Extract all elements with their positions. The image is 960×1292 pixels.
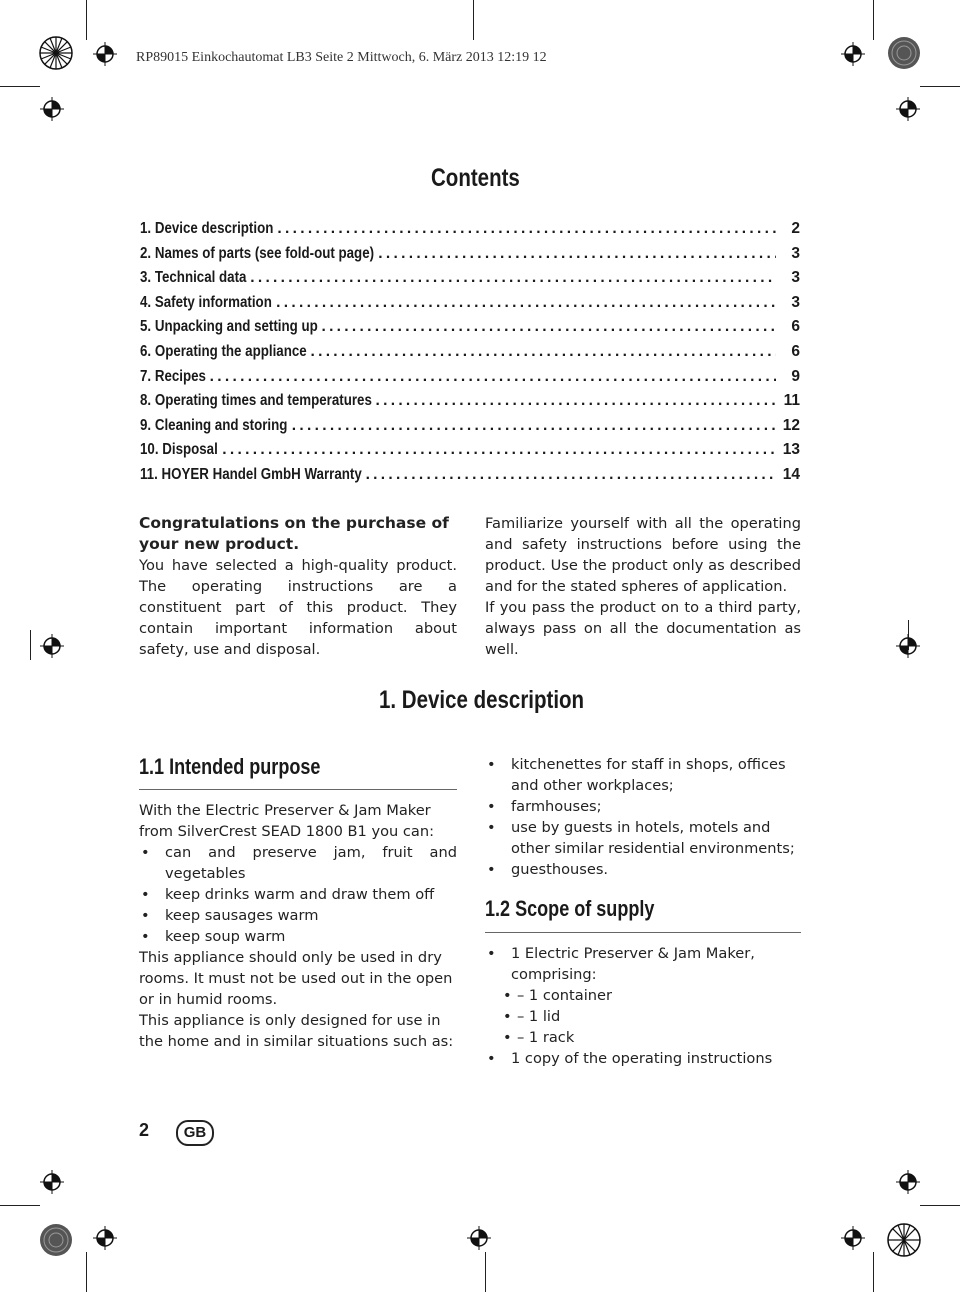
registration-mark-icon: [38, 35, 74, 71]
toc-entry-page: 3: [791, 269, 800, 287]
toc-entry-label: 11. HOYER Handel GmbH Warranty: [140, 465, 362, 483]
intro-heading: Congratulations on the purchase of your new product.: [139, 514, 449, 553]
list-item: • use by guests in hotels, motels and other similar residential environments;: [485, 817, 801, 859]
toc-leader-dots: [366, 466, 776, 484]
toc-entry[interactable]: [140, 343, 800, 368]
toc-entry-page: 2: [791, 220, 800, 237]
crosshair-target-icon: [93, 1226, 117, 1250]
contents-title: Contents: [431, 164, 520, 192]
toc-leader-dots: [378, 245, 776, 263]
toc-entry[interactable]: [140, 466, 800, 491]
intro-right: [485, 513, 801, 660]
crosshair-target-icon: [896, 1170, 920, 1194]
crosshair-target-icon: [841, 1226, 865, 1250]
scope-of-supply-list: [485, 943, 801, 1069]
registration-mark-icon: [38, 1222, 74, 1258]
list-item: • guesthouses.: [485, 859, 801, 880]
sub-list: [501, 985, 801, 1048]
crosshair-target-icon: [93, 42, 117, 66]
sub-list-item: • – 1 rack: [501, 1027, 801, 1048]
intended-purpose-body: [139, 800, 457, 1052]
sub-list-item: • – 1 container: [501, 985, 801, 1006]
language-badge: GB: [176, 1120, 214, 1146]
toc-entry[interactable]: [140, 294, 800, 319]
section-title-intended-purpose: 1.1 Intended purpose: [139, 754, 321, 779]
toc-entry-page: 14: [782, 465, 800, 483]
toc-entry-page: 3: [791, 244, 800, 262]
section-title-scope-of-supply: 1.2 Scope of supply: [485, 896, 655, 921]
toc-entry-page: 9: [791, 367, 800, 385]
section-rule: [485, 932, 801, 933]
usage-locations-list: [485, 754, 801, 880]
toc-entry[interactable]: [140, 220, 800, 245]
toc-entry[interactable]: [140, 269, 800, 294]
toc-entry[interactable]: [140, 318, 800, 343]
toc-entry-label: 7. Recipes: [140, 367, 206, 385]
toc-leader-dots: [321, 318, 776, 336]
toc-entry-label: 6. Operating the appliance: [140, 342, 307, 360]
toc-entry-page: 6: [791, 342, 800, 360]
crosshair-target-icon: [40, 97, 64, 121]
toc-entry-label: 5. Unpacking and setting up: [140, 318, 318, 336]
toc-entry-label: 4. Safety information: [140, 293, 272, 311]
list-item: • keep sausages warm: [139, 905, 457, 926]
toc-entry-page: 12: [782, 416, 800, 434]
supply-item: 1 Electric Preserver & Jam Maker, comprising:: [511, 945, 755, 983]
crosshair-target-icon: [896, 97, 920, 121]
section-rule: [139, 789, 457, 790]
table-of-contents: [140, 220, 800, 491]
sub-list-item: • – 1 lid: [501, 1006, 801, 1027]
toc-leader-dots: [276, 294, 776, 312]
toc-leader-dots: [310, 343, 776, 361]
toc-leader-dots: [222, 441, 776, 459]
toc-leader-dots: [292, 417, 776, 435]
toc-entry-label: 9. Cleaning and storing: [140, 416, 288, 434]
toc-leader-dots: [277, 220, 776, 238]
list-item: • 1 copy of the operating instructions: [485, 1048, 801, 1069]
toc-entry-label: 1. Device description: [140, 220, 274, 237]
list-item: [485, 943, 801, 1048]
toc-entry[interactable]: [140, 417, 800, 442]
intro-right-p1: Familiarize yourself with all the operating and safety instructions before using the product. Use the product only as described and for the stated spheres of application.: [485, 515, 801, 595]
toc-leader-dots: [250, 269, 776, 287]
registration-mark-icon: [886, 1222, 922, 1258]
usage-restriction: This appliance should only be used in dry rooms. It must not be used out in the open or in humid rooms.: [139, 949, 453, 1008]
page-number: 2: [139, 1120, 150, 1140]
toc-leader-dots: [375, 392, 776, 410]
list-item: • keep drinks warm and draw them off: [139, 884, 457, 905]
intro-text: You have selected a high-quality product. The operating instructions are a constituent part of this product. They contain important information about safety, use and disposal.: [139, 557, 457, 658]
toc-entry-label: 8. Operating times and temperatures: [140, 392, 372, 410]
toc-entry-page: 13: [782, 441, 800, 459]
intro-right-p2: If you pass the product on to a third party, always pass on all the documentation as well.: [485, 599, 801, 658]
toc-entry-page: 3: [791, 293, 800, 311]
registration-mark-icon: [886, 35, 922, 71]
list-item: • kitchenettes for staff in shops, offices and other workplaces;: [485, 754, 801, 796]
toc-leader-dots: [210, 368, 776, 386]
toc-entry[interactable]: [140, 392, 800, 417]
toc-entry-label: 3. Technical data: [140, 269, 247, 287]
crosshair-target-icon: [896, 634, 920, 658]
list-item: • keep soup warm: [139, 926, 457, 947]
intro-left: [139, 513, 457, 660]
intended-purpose-list: [139, 842, 457, 947]
intended-purpose-right: [485, 754, 801, 880]
crosshair-target-icon: [40, 1170, 64, 1194]
toc-entry[interactable]: [140, 368, 800, 393]
usage-scope: This appliance is only designed for use in the home and in similar situations such as:: [139, 1012, 454, 1050]
toc-entry[interactable]: [140, 245, 800, 270]
crosshair-target-icon: [467, 1226, 491, 1250]
list-item: • can and preserve jam, fruit and vegetables: [139, 842, 457, 884]
crosshair-target-icon: [40, 634, 64, 658]
scope-of-supply-body: [485, 943, 801, 1069]
print-header: RP89015 Einkochautomat LB3 Seite 2 Mittwoch, 6. März 2013 12:19 12: [136, 50, 547, 65]
toc-entry-page: 6: [791, 318, 800, 336]
intended-purpose-lead: With the Electric Preserver & Jam Maker from SilverCrest SEAD 1800 B1 you can:: [139, 802, 435, 840]
toc-entry-label: 10. Disposal: [140, 441, 218, 459]
toc-entry-label: 2. Names of parts (see fold-out page): [140, 244, 375, 262]
toc-entry-page: 11: [783, 392, 800, 410]
section-title-device-description: 1. Device description: [379, 686, 585, 714]
crosshair-target-icon: [841, 42, 865, 66]
list-item: • farmhouses;: [485, 796, 801, 817]
toc-entry[interactable]: [140, 441, 800, 466]
